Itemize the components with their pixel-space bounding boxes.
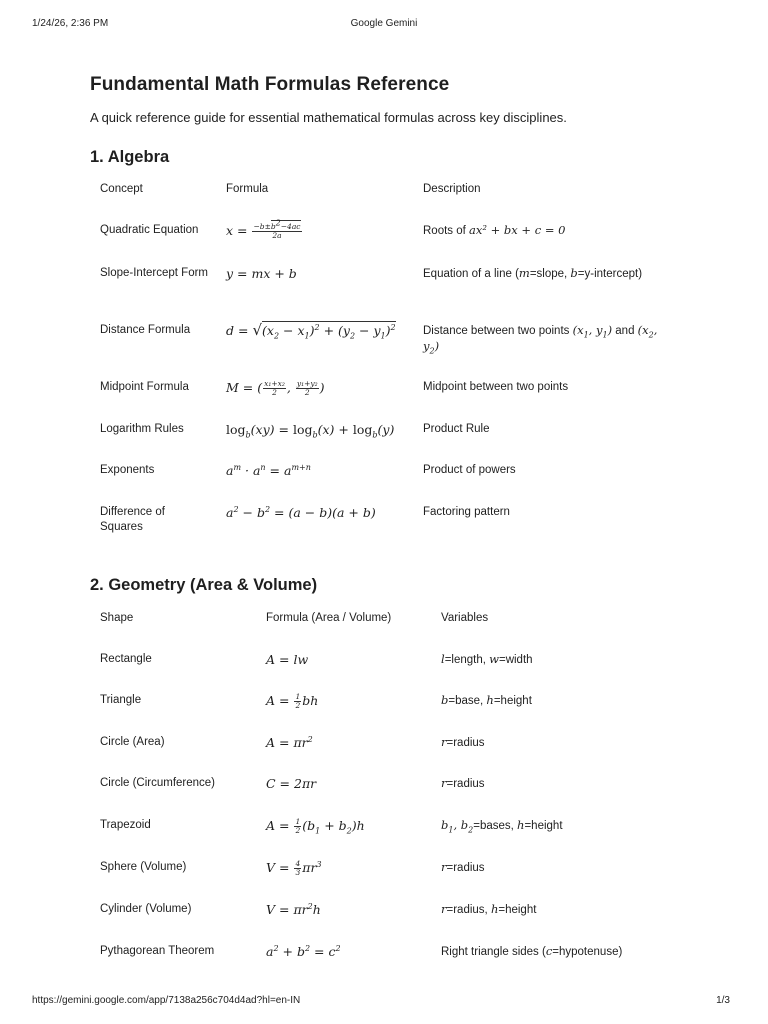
table-row: [90, 944, 681, 984]
formula-cell: [256, 776, 431, 818]
formula-cell: [216, 422, 413, 463]
concept-label: Difference of Squares: [100, 506, 165, 533]
table-row: [90, 463, 673, 505]
document-content: [90, 74, 690, 959]
print-url: https://gemini.google.com/app/7138a256c704d4ad?hl=en-IN: [32, 995, 301, 1006]
pythagorean-formula: $a^2 + b^2 = c^2$: [266, 943, 341, 959]
algebra-header-row: [90, 182, 673, 223]
difference-of-squares-formula: $a^2 - b^2 = (a - b)(a + b)$: [226, 504, 376, 520]
variables-cell: $b_1$, $b_2=bases$, h=height: [441, 818, 563, 835]
concept-cell: Slope-Intercept Form: [100, 267, 209, 279]
table-row: [90, 652, 681, 693]
concept-cell: Logarithm Rules: [100, 423, 184, 435]
concept-cell: Midpoint Formula: [100, 381, 189, 393]
logarithm-formula: $\log_b(xy) = \log_b(x) + \log_b(y)$: [226, 422, 395, 440]
print-page-title: Google Gemini: [350, 18, 418, 29]
formula-cell: [216, 218, 413, 266]
column-header: Concept: [100, 183, 143, 195]
triangle-area-formula: A = $\frac{1}{2}$ bh: [266, 692, 319, 710]
formula-cell: [256, 652, 431, 693]
formula-cell: [256, 860, 431, 902]
rectangle-area-formula: A = lw: [266, 652, 309, 667]
formula-cell: [256, 902, 431, 944]
formula-cell: [216, 463, 413, 505]
variables-cell: r=radius, h=height: [441, 902, 537, 916]
table-row: [90, 380, 673, 422]
formula-cell: [256, 818, 431, 860]
document-intro: A quick reference guide for essential mathematical formulas across key disciplines.: [90, 110, 567, 125]
shape-cell: Circle (Circumference): [100, 777, 216, 789]
column-header: Formula: [226, 183, 269, 195]
description-cell: Equation of a line (m=slope, b=y-intercept): [423, 266, 643, 280]
variables-cell: Right triangle sides (c=hypotenuse): [441, 944, 623, 958]
variables-cell: b=base, h=height: [441, 693, 532, 707]
shape-cell: Triangle: [100, 694, 142, 706]
exponents-formula: $a^m \cdot a^n = a^{m+n}$: [226, 462, 311, 478]
trapezoid-area-formula: A = $\frac{1}{2}$ $(b_1 + b_2)h$: [266, 817, 365, 836]
document-title: Fundamental Math Formulas Reference: [90, 74, 450, 95]
variables-cell: r=radius: [441, 860, 485, 874]
circle-area-formula: $A = \pi r^2$: [266, 734, 313, 750]
formula-cell: [216, 505, 413, 545]
table-row: [90, 776, 681, 818]
concept-cell: Exponents: [100, 464, 155, 476]
formula-cell: [216, 266, 413, 323]
table-row: [90, 266, 673, 323]
formula-cell: [256, 944, 431, 984]
description-cell: Product of powers: [423, 464, 516, 476]
shape-cell: Trapezoid: [100, 819, 151, 831]
column-header: Formula (Area / Volume): [266, 612, 392, 624]
sphere-volume-formula: V = $\frac{4}{3}$ $\pi r^3$: [266, 859, 322, 877]
shape-cell: Pythagorean Theorem: [100, 945, 215, 957]
formula-cell: [256, 693, 431, 735]
variables-cell: r=radius: [441, 776, 485, 790]
variables-cell: r=radius: [441, 735, 485, 749]
midpoint-formula: M = ( $\frac{\text{x₁+x₂}}{2}$ , $\frac{\text{y₁+y₂}}{2}$ ): [226, 379, 325, 397]
concept-cell: [90, 505, 216, 545]
variables-cell: l=length, w=width: [441, 652, 533, 666]
page-number: 1/3: [716, 995, 730, 1006]
section-heading-geometry: 2. Geometry (Area & Volume): [90, 576, 318, 594]
description-cell: Factoring pattern: [423, 506, 510, 518]
cylinder-volume-formula: $V = \pi r^2h$: [266, 901, 321, 917]
formula-cell: [216, 380, 413, 422]
section-heading-algebra: 1. Algebra: [90, 148, 170, 166]
table-row: [90, 323, 673, 380]
column-header: Shape: [100, 612, 134, 624]
description-cell: Distance between two points ($x_1$, $y_1$) and ($x_2$, $y_2$): [423, 323, 658, 356]
table-row: [90, 735, 681, 776]
table-row: [90, 818, 681, 860]
table-row: [90, 505, 673, 545]
distance-formula: $d = √(x_2 - x_1)^2 + (y_2 - y_1)^2$: [226, 321, 396, 341]
table-row: [90, 422, 673, 463]
description-cell: Midpoint between two points: [423, 381, 569, 393]
geometry-table: [90, 611, 681, 984]
algebra-table: [90, 182, 673, 545]
shape-cell: Rectangle: [100, 653, 152, 665]
shape-cell: Cylinder (Volume): [100, 903, 192, 915]
column-header: Description: [423, 183, 481, 195]
table-row: [90, 902, 681, 944]
description-cell: Roots of ax² + bx + c = 0: [423, 223, 566, 237]
concept-cell: Quadratic Equation: [100, 224, 199, 236]
shape-cell: Sphere (Volume): [100, 861, 187, 873]
shape-cell: Circle (Area): [100, 736, 165, 748]
print-datetime: 1/24/26, 2:36 PM: [32, 18, 109, 29]
slope-intercept-formula: y = mx + b: [226, 266, 297, 281]
concept-cell: Distance Formula: [100, 324, 191, 336]
description-cell: Product Rule: [423, 423, 490, 435]
table-row: [90, 860, 681, 902]
formula-cell: [216, 323, 413, 380]
table-row: [90, 693, 681, 735]
formula-cell: [256, 735, 431, 776]
circumference-formula: C = 2πr: [266, 776, 317, 791]
geometry-header-row: [90, 611, 681, 652]
table-row: [90, 223, 673, 266]
column-header: Variables: [441, 612, 489, 624]
quadratic-formula: x = $\frac{-b\pm b^2-4ac}{2a}$: [226, 218, 301, 240]
